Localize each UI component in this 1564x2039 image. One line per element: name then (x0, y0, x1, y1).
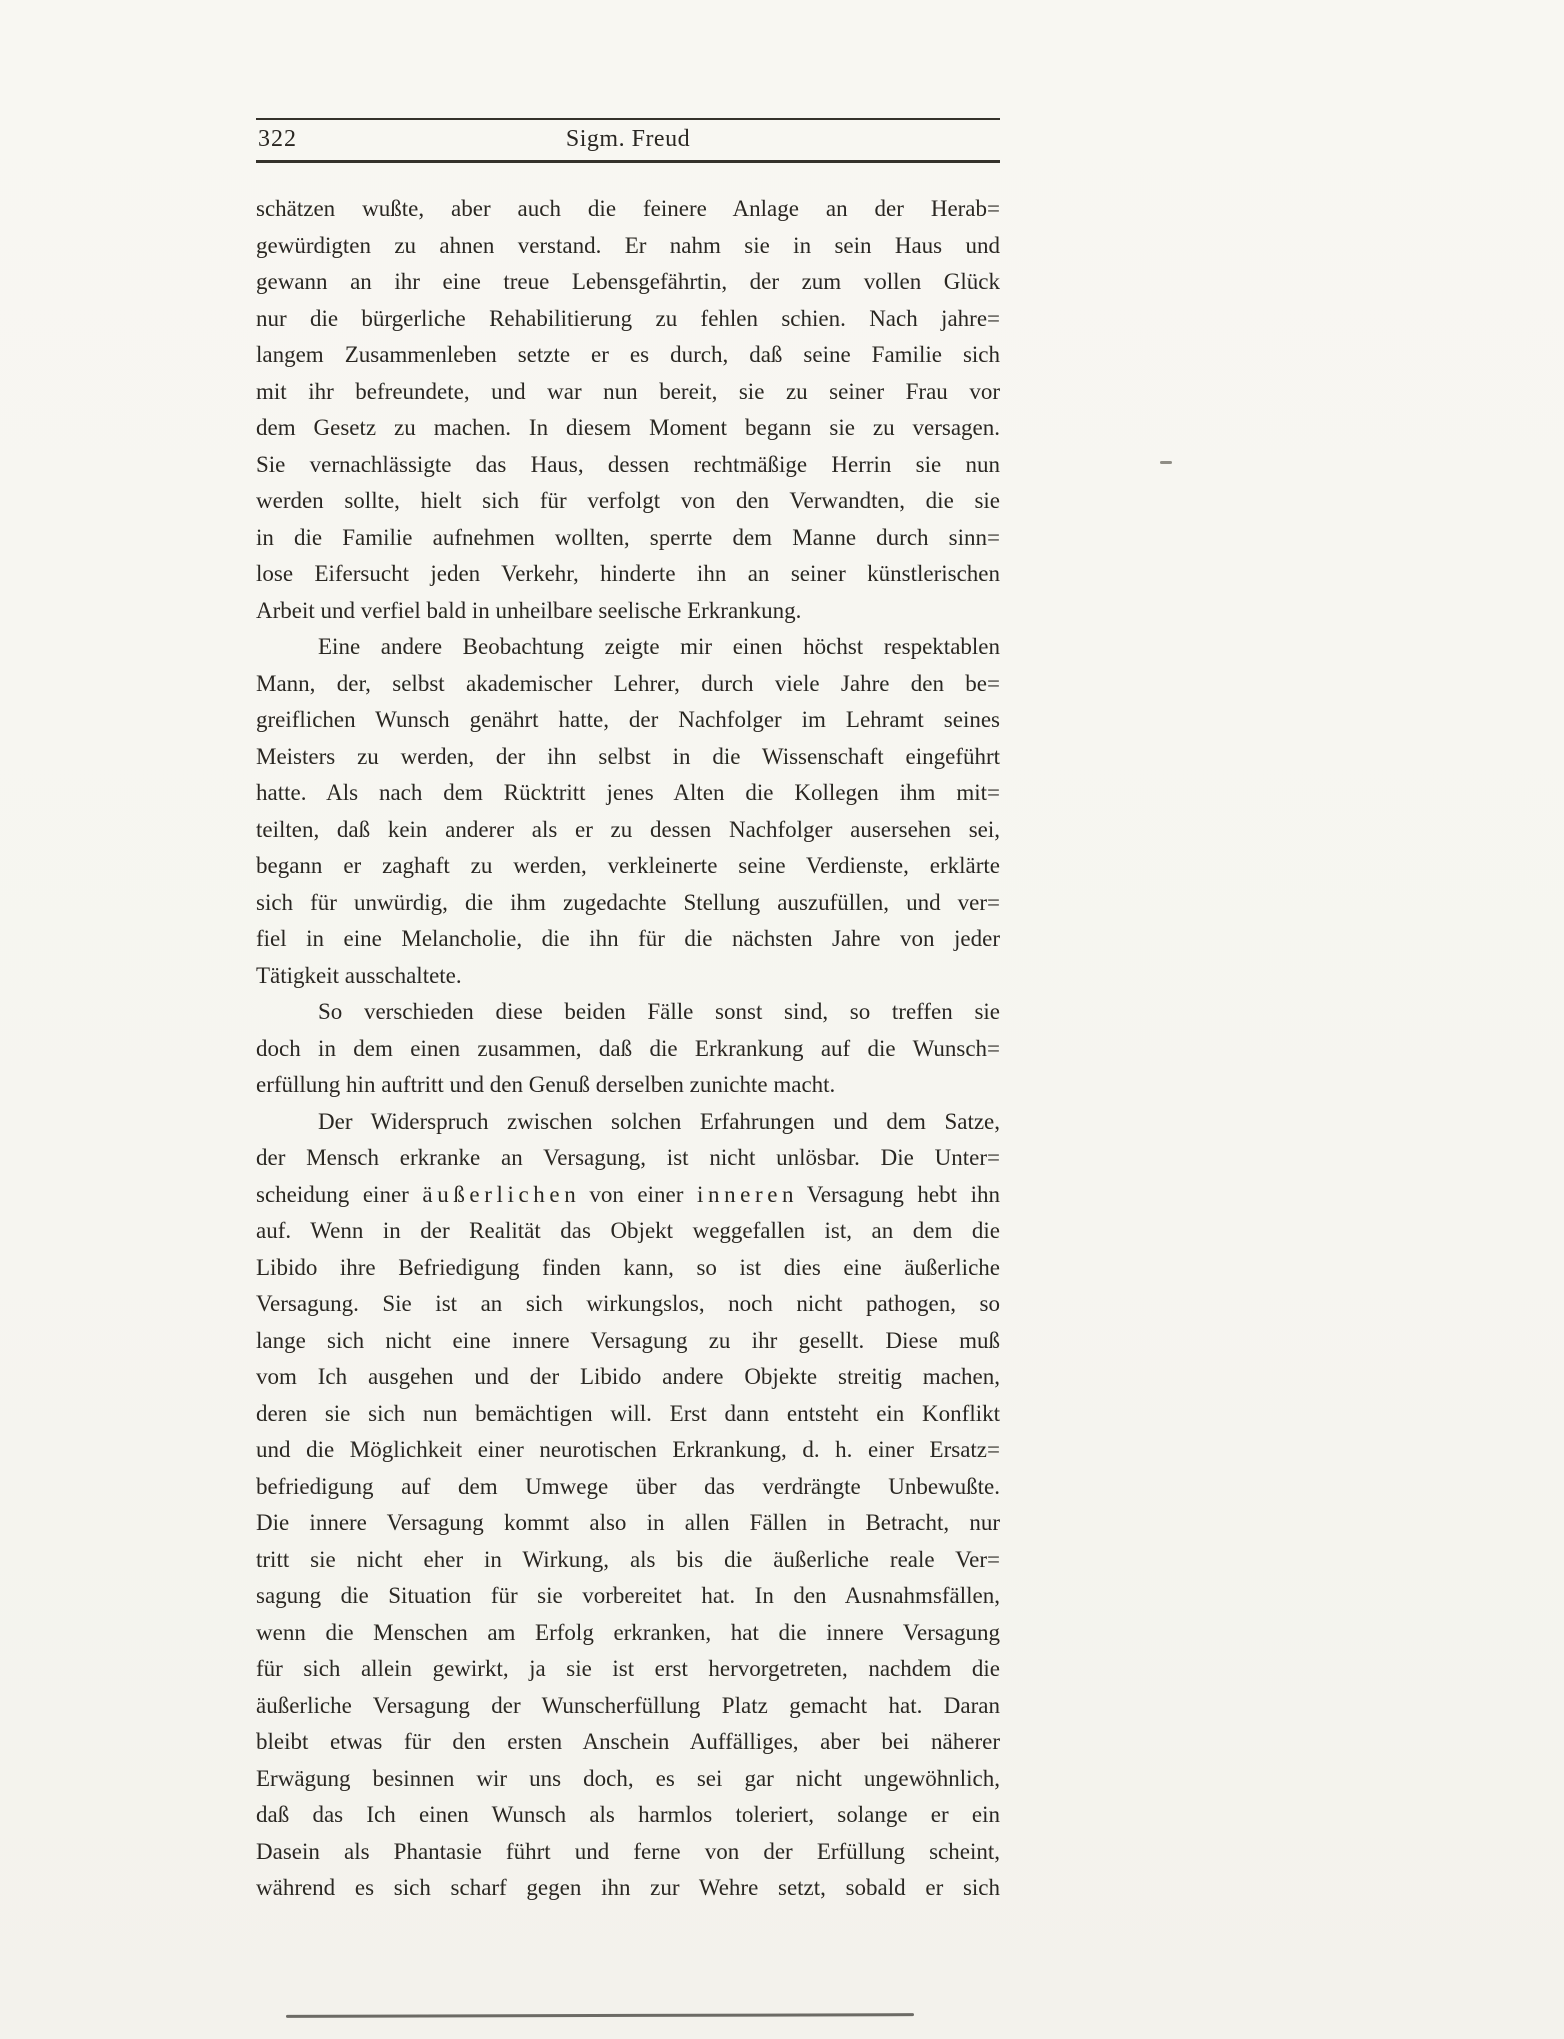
text-line: Sie vernachlässigte das Haus, dessen rechtmäßige Herrin sie nun (256, 451, 1000, 477)
page-number: 322 (258, 126, 297, 152)
text-column (256, 118, 1000, 1907)
text-line: greiflichen Wunsch genährt hatte, der Nachfolger im Lehramt seines (256, 707, 1000, 732)
text-line: begann er zaghaft zu werden, verkleinerte seine Verdienste, erklärte (256, 853, 1000, 878)
text-line: wenn die Menschen am Erfolg erkranken, hat die innere Versagung (256, 1619, 1000, 1645)
text-line: hatte. Als nach dem Rücktritt jenes Alten die Kollegen ihm mit= (256, 780, 1000, 805)
text-line: Erwägung besinnen wir uns doch, es sei gar nicht ungewöhnlich, (256, 1765, 1000, 1791)
text-line: Eine andere Beobachtung zeigte mir einen höchst respektablen (318, 634, 1000, 659)
text-line: So verschieden diese beiden Fälle sonst sind, so treffen sie (318, 999, 1000, 1024)
text-line: dem Gesetz zu machen. In diesem Moment begann sie zu versagen. (256, 415, 1000, 440)
text-line: tritt sie nicht eher in Wirkung, als bis die äußerliche reale Ver= (256, 1546, 1000, 1572)
text-line: doch in dem einen zusammen, daß die Erkrankung auf die Wunsch= (256, 1035, 1000, 1061)
text-line: nur die bürgerliche Rehabilitierung zu fehlen schien. Nach jahre= (256, 305, 1000, 331)
text-line: Arbeit und verfiel bald in unheilbare seelische Erkrankung. (256, 597, 802, 623)
text-line: sagung die Situation für sie vorbereitet hat. In den Ausnahmsfällen, (256, 1583, 1000, 1608)
text-line: schätzen wußte, aber auch die feinere Anlage an der Herab= (256, 196, 1000, 221)
paragraph (256, 629, 1000, 994)
text-line: langem Zusammenleben setzte er es durch, daß seine Familie sich (256, 342, 1000, 367)
text-line: befriedigung auf dem Umwege über das verdrängte Unbewußte. (256, 1473, 1000, 1499)
paragraph (256, 1104, 1000, 1907)
text-line: während es sich scharf gegen ihn zur Wehre setzt, sobald er sich (256, 1875, 1000, 1900)
running-title: Sigm. Freud (565, 126, 691, 152)
text-line: Die innere Versagung kommt also in allen Fällen in Betracht, nur (256, 1510, 1000, 1535)
text-line: sich für unwürdig, die ihm zugedachte Stellung auszufüllen, und ver= (256, 889, 1000, 915)
text-line: fiel in eine Melancholie, die ihn für die nächsten Jahre von jeder (256, 926, 1000, 951)
text-line: Libido ihre Befriedigung finden kann, so ist dies eine äußerliche (256, 1254, 1000, 1280)
text-line: Der Widerspruch zwischen solchen Erfahrungen und dem Satze, (318, 1108, 1000, 1134)
text-line: lose Eifersucht jeden Verkehr, hinderte ihn an seiner künstlerischen (256, 561, 1000, 586)
text-line: für sich allein gewirkt, ja sie ist erst hervorgetreten, nachdem die (256, 1656, 1000, 1681)
text-line: deren sie sich nun bemächtigen will. Erst dann entsteht ein Konflikt (256, 1400, 1000, 1426)
text-line: teilten, daß kein anderer als er zu dessen Nachfolger ausersehen sei, (256, 816, 1000, 842)
text-line: mit ihr befreundete, und war nun bereit, sie zu seiner Frau vor (256, 378, 1000, 404)
text-line: Tätigkeit ausschaltete. (256, 962, 462, 988)
text-line: bleibt etwas für den ersten Anschein Auffälliges, aber bei näherer (256, 1729, 1000, 1754)
text-line: werden sollte, hielt sich für verfolgt von den Verwandten, die sie (256, 488, 1000, 513)
scan-artifact-bottom-edge (286, 2013, 914, 2018)
body-text (256, 191, 1000, 1907)
text-line: Versagung. Sie ist an sich wirkungslos, noch nicht pathogen, so (256, 1291, 1000, 1316)
text-line: Dasein als Phantasie führt und ferne von der Erfüllung scheint, (256, 1838, 1000, 1864)
text-line: lange sich nicht eine innere Versagung zu ihr gesellt. Diese muß (256, 1327, 1000, 1353)
text-line: in die Familie aufnehmen wollten, sperrte dem Manne durch sinn= (256, 524, 1000, 550)
text-line: gewann an ihr eine treue Lebensgefährtin, der zum vollen Glück (256, 269, 1000, 294)
paragraph (256, 994, 1000, 1104)
text-line: der Mensch erkranke an Versagung, ist nicht unlösbar. Die Unter= (256, 1145, 1000, 1170)
text-line: vom Ich ausgehen und der Libido andere Objekte streitig machen, (256, 1364, 1000, 1389)
text-line: erfüllung hin auftritt und den Genuß derselben zunichte macht. (256, 1072, 836, 1097)
page-header (256, 118, 1000, 163)
text-line: äußerliche Versagung der Wunscherfüllung Platz gemacht hat. Daran (256, 1692, 1000, 1718)
text-line: Mann, der, selbst akademischer Lehrer, durch viele Jahre den be= (256, 670, 1000, 696)
scan-artifact-speck (1160, 461, 1172, 464)
text-line: und die Möglichkeit einer neurotischen Erkrankung, d. h. einer Ersatz= (256, 1437, 1000, 1462)
text-line: gewürdigten zu ahnen verstand. Er nahm sie in sein Haus und (256, 232, 1000, 258)
text-line: daß das Ich einen Wunsch als harmlos toleriert, solange er ein (256, 1802, 1000, 1827)
paragraph (256, 191, 1000, 629)
text-line: scheidung einer ä u ß e r l i c h e n von einer i n n e r e n Versagung hebt ihn (256, 1181, 1000, 1207)
text-line: auf. Wenn in der Realität das Objekt weggefallen ist, an dem die (256, 1218, 1000, 1243)
text-line: Meisters zu werden, der ihn selbst in die Wissenschaft eingeführt (256, 743, 1000, 769)
